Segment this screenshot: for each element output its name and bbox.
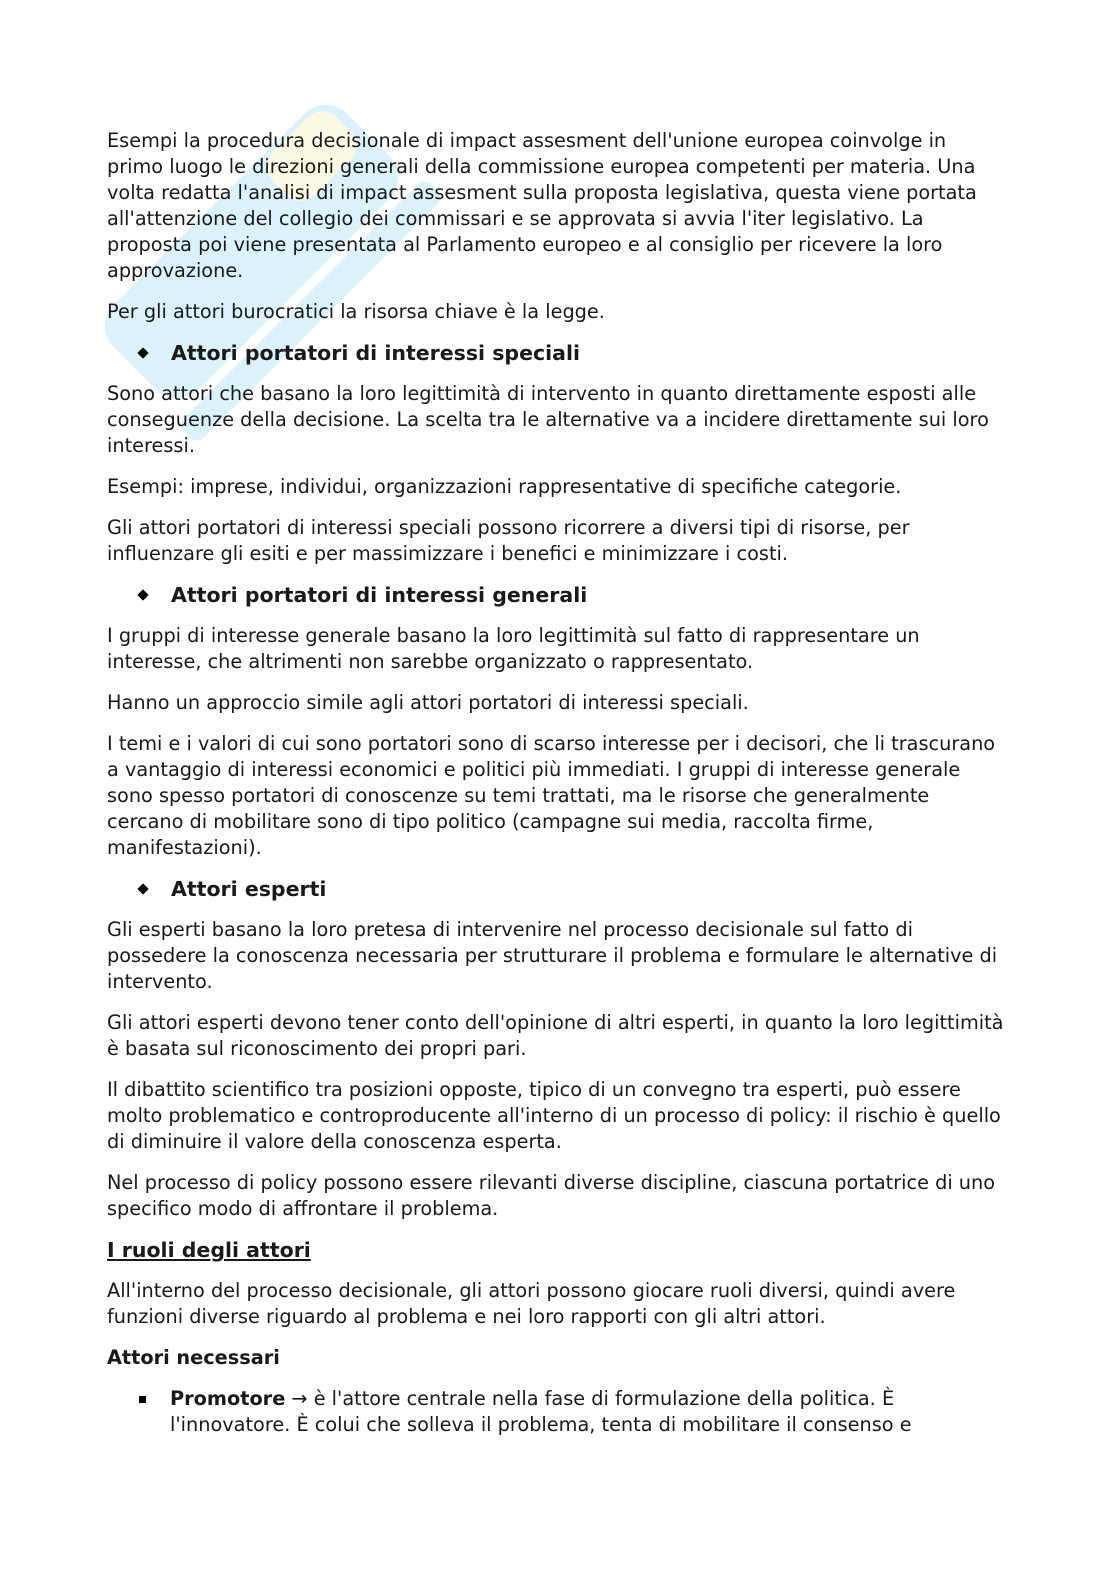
paragraph: Per gli attori burocratici la risorsa chiave è la legge. — [107, 300, 605, 323]
heading-text: Attori esperti — [171, 877, 327, 901]
heading-text: Attori portatori di interessi generali — [171, 583, 588, 607]
paragraph: Hanno un approccio simile agli attori portatori di interessi speciali. — [107, 691, 749, 714]
document-page — [107, 128, 1007, 1438]
list-item-body: → è l'attore centrale nella fase di formulazione della politica. È l'innovatore. È colui che solleva il problema, tenta di mobilitare il consenso e — [170, 1387, 912, 1436]
diamond-bullet-icon — [137, 589, 148, 600]
paragraph: I gruppi di interesse generale basano la loro legittimità sul fatto di rappresentare un interesse, che altrimenti non sarebbe organizzato o rappresentato. — [107, 624, 920, 673]
subtitle-necessary-actors: Attori necessari — [107, 1346, 280, 1369]
paragraph: All'interno del processo decisionale, gli attori possono giocare ruoli diversi, quindi avere funzioni diverse riguardo al problema e nei loro rapporti con gli altri attori. — [107, 1279, 956, 1328]
paragraph: Gli esperti basano la loro pretesa di intervenire nel processo decisionale sul fatto di possedere la conoscenza necessaria per strutturare il problema e formulare le alternative di intervento. — [107, 918, 998, 993]
heading-text: Attori portatori di interessi speciali — [171, 341, 581, 365]
paragraph: I temi e i valori di cui sono portatori sono di scarso interesse per i decisori, che li trascurano a vantaggio di interessi economici e politici più immediati. I gruppi di interesse generale sono spesso portatori di conoscenze su temi trattati, ma le risorse che generalmente cercano di mobilitare sono di tipo politico (campagne sui media, raccolta firme, manifestazioni). — [107, 732, 996, 859]
bullet-heading-general-interests — [139, 582, 1007, 608]
list-item-promotore — [139, 1386, 1007, 1438]
paragraph: Gli attori esperti devono tener conto dell'opinione di altri esperti, in quanto la loro legittimità è basata sul riconoscimento dei propri pari. — [107, 1011, 1004, 1060]
paragraph: Nel processo di policy possono essere rilevanti diverse discipline, ciascuna portatrice di uno specifico modo di affrontare il problema. — [107, 1171, 996, 1220]
list-item-text — [170, 1386, 1007, 1438]
paragraph: Il dibattito scientifico tra posizioni opposte, tipico di un convegno tra esperti, può essere molto problematico e controproducente all'interno di un processo di policy: il rischio è quello di diminuire il valore della conoscenza esperta. — [107, 1078, 1001, 1153]
paragraph: Gli attori portatori di interessi speciali possono ricorrere a diversi tipi di risorse, per influenzare gli esiti e per massimizzare i benefici e minimizzare i costi. — [107, 516, 910, 565]
section-title-roles: I ruoli degli attori — [107, 1238, 311, 1262]
paragraph: Esempi: imprese, individui, organizzazioni rappresentative di specifiche categorie. — [107, 475, 902, 498]
square-bullet-icon — [139, 1396, 146, 1403]
paragraph: Esempi la procedura decisionale di impact assesment dell'unione europea coinvolge in primo luogo le direzioni generali della commissione europea competenti per materia. Una volta redatta l'analisi di impact assesment sulla proposta legislativa, questa viene portata all'attenzione del collegio dei commissari e se approvata si avvia l'iter legislativo. La proposta poi viene presentata al Parlamento europeo e al consiglio per ricevere la loro approvazione. — [107, 129, 977, 282]
paragraph: Sono attori che basano la loro legittimità di intervento in quanto direttamente esposti alle conseguenze della decisione. La scelta tra le alternative va a incidere direttamente sui loro interessi. — [107, 382, 989, 457]
list-item-label: Promotore — [170, 1387, 286, 1410]
diamond-bullet-icon — [137, 347, 148, 358]
bullet-heading-experts — [139, 876, 1007, 902]
diamond-bullet-icon — [137, 883, 148, 894]
bullet-heading-special-interests — [139, 340, 1007, 366]
